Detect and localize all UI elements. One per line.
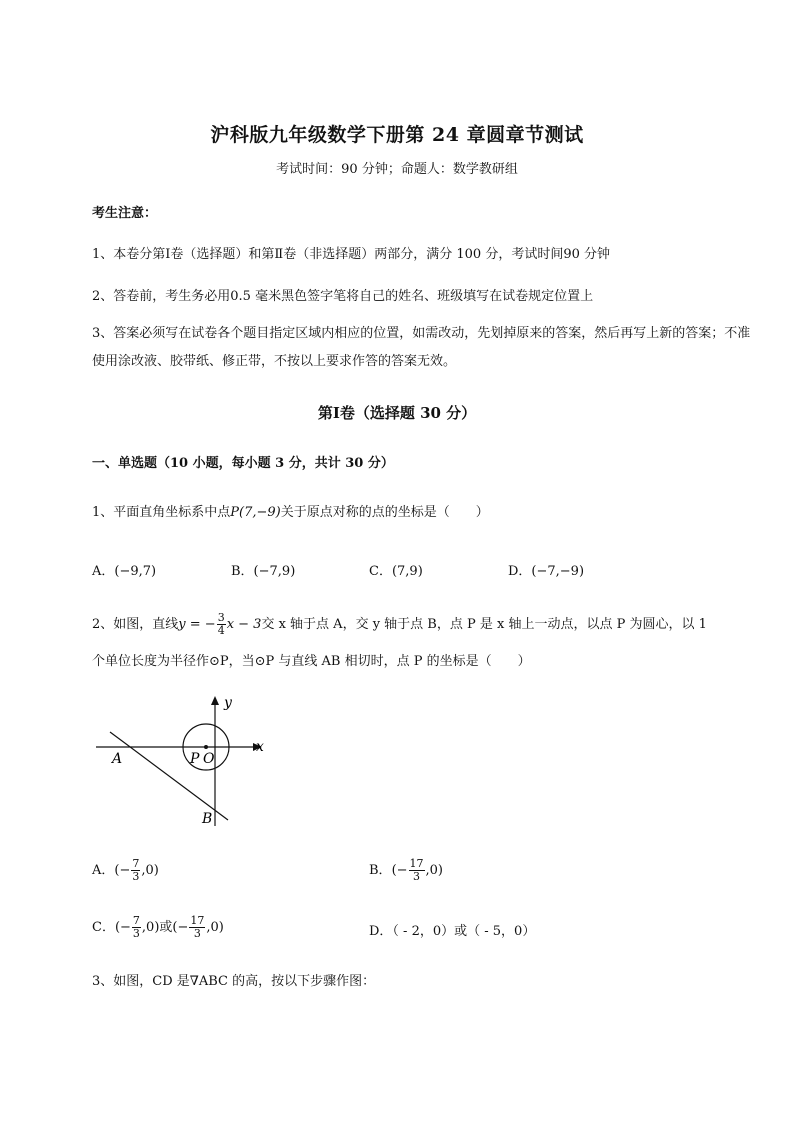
question-1 [92,501,489,520]
q2-option-c-or: 或 [159,920,173,935]
q2-option-b-pre: (− [391,863,408,878]
question-2-line-1 [92,612,707,637]
notice-heading: 考生注意： [92,206,158,221]
q1-option-a[interactable]: A．(−9,7) [92,564,157,579]
label-p: P [190,751,200,767]
question-3: 3、如图，CD 是∇ABC 的高，按以下步骤作图： [92,974,376,989]
q2-option-a-post: ,0) [141,863,159,878]
q2-option-a-num: 7 [132,857,140,870]
q2-option-b[interactable] [369,858,443,883]
q2-option-d[interactable]: D．（ - 2，0）或（ - 5，0） [369,924,536,939]
q2-option-a-label: A． [92,863,115,878]
line-ab [110,732,228,820]
q1-text-post: 关于原点对称的点的坐标是（ ） [280,505,489,520]
q2-option-c[interactable] [92,915,224,940]
q2-option-c-den1: 3 [132,927,140,940]
q1-option-b[interactable]: B．(−7,9) [231,564,296,579]
q2-text-mid: 交 x 轴于点 A，交 y 轴于点 B，点 P 是 x 轴上一动点，以点 P 为圆心，以 1 [261,617,707,632]
y-axis-arrow [211,696,219,705]
notice-item-2: 2、答卷前，考生务必用0.5 毫米黑色签字笔将自己的姓名、班级填写在试卷规定位置上 [92,289,594,304]
notice-item-3: 3、答案必须写在试卷各个题目指定区域内相应的位置，如需改动，先划掉原来的答案，然后再写上新的答案；不准使用涂改液、胶带纸、修正带，不按以上要求作答的答案无效。 [92,326,751,369]
q1-point: P(7,−9) [230,505,281,520]
q2-option-a[interactable] [92,858,159,883]
q1-option-c[interactable]: C．(7,9) [369,564,423,579]
q2-fraction [217,612,226,637]
q2-figure [90,690,280,830]
label-b: B [202,811,213,827]
q2-option-c-frac2 [189,915,205,940]
q2-option-c-num2: 17 [190,914,205,927]
label-a: A [112,751,123,767]
q2-option-b-num: 17 [409,857,424,870]
q2-option-c-pre2: (− [172,920,189,935]
page-subtitle: 考试时间：90 分钟；命题人：数学教研组 [276,162,518,177]
q2-option-b-den: 3 [413,870,421,883]
q2-option-a-frac [131,858,140,883]
page-title: 沪科版九年级数学下册第 24 章圆章节测试 [210,124,584,146]
label-o: O [203,751,215,767]
q2-option-c-frac1 [132,915,141,940]
section-title: 第Ⅰ卷（选择题 30 分） [317,404,477,422]
q2-option-c-post2: ,0) [206,920,224,935]
q2-eq-lhs: y = − [178,617,216,632]
question-2-line-2: 个单位长度为半径作⊙P，当⊙P 与直线 AB 相切时，点 P 的坐标是（ ） [92,654,531,669]
q2-frac-num: 3 [217,611,225,624]
q1-option-d[interactable]: D．(−7,−9) [508,564,585,579]
label-y: y [224,695,232,711]
part-heading: 一、单选题（10 小题，每小题 3 分，共计 30 分） [92,456,394,471]
q2-option-c-den2: 3 [193,927,201,940]
q2-option-a-pre: (− [114,863,131,878]
q2-text-pre: 2、如图，直线 [92,617,179,632]
q2-option-a-den: 3 [132,870,140,883]
label-x: x [256,739,264,755]
q2-option-c-num1: 7 [132,914,140,927]
q2-eq-rhs: x − 3 [226,617,262,632]
q2-option-c-pre1: (− [114,920,131,935]
q1-text-pre: 1、平面直角坐标系中点 [92,505,231,520]
q2-option-b-frac [409,858,425,883]
q2-option-c-post1: ,0) [141,920,160,935]
point-p [204,745,208,749]
q2-frac-den: 4 [217,624,225,637]
q2-option-b-post: ,0) [425,863,444,878]
q2-option-c-label: C． [92,920,115,935]
q2-option-b-label: B． [369,863,392,878]
notice-item-1: 1、本卷分第Ⅰ卷（选择题）和第Ⅱ卷（非选择题）两部分，满分 100 分，考试时间90 分钟 [92,247,610,262]
